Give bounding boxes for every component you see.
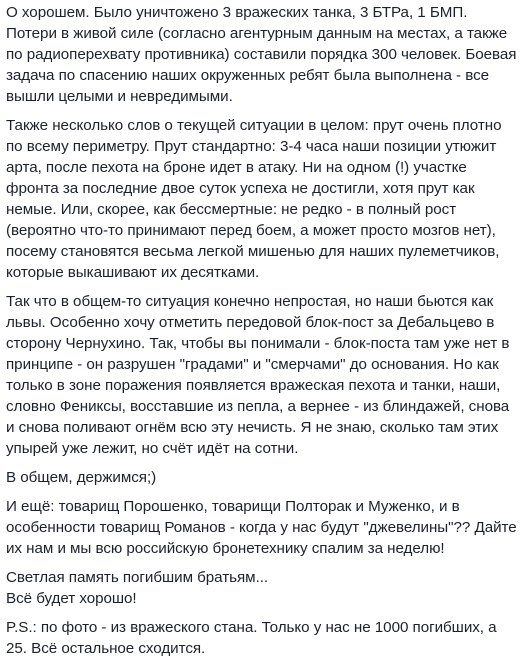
post-paragraph-checkpoint: Так что в общем-то ситуация конечно непростая, но наши бьются как львы. Особенно хочу отметить передовой блок-пост за Дебальцево в сторону Чернухино. Так, чтобы вы понимали - блок-поста там уже нет в принципе - он разрушен "градами" и "смерчами" до основания. Но как только в зоне поражения появляется вражеская пехота и танки, наши, словно Фениксы, восставшие из пепла, а вернее - из блиндажей, снова и снова поливают огнём всю эту нечисть. Я не знаю, сколько там этих упырей уже лежит, но счёт идёт на сотни. — [6, 293, 510, 457]
post-paragraph-ps: P.S.: по фото - из вражеского стана. Только у нас не 1000 погибших, а 25. Всё остальное сходится. — [6, 619, 497, 657]
post-paragraph-javelins: И ещё: товарищ Порошенко, товарищи Полторак и Муженко, и в особенности товарищ Романов - когда у нас будут "джевелины"?? Дайте их нам и мы всю российскую бронетехнику спалим за неделю! — [6, 498, 517, 557]
post-paragraph-situation: Также несколько слов о текущей ситуации в целом: прут очень плотно по всему периметру. Прут стандартно: 3-4 часа наши позиции утюжит арта, после пехота на броне идет в атаку. Ни на одном (!) участке фронта за последние двое суток успеха не достигли, хотя прут как немые. Или, скорее, как бессмертные: не редко - в полный рост (вероятно что-то принимают перед боем, а может просто мозгов нет), посему становятся весьма легкой мишенью для наших пулеметчиков, которые выкашивают их десятками. — [6, 117, 502, 281]
post-paragraph-good-news: О хорошем. Было уничтожено 3 вражеских танка, 3 БТРа, 1 БМП. Потери в живой силе (согласно агентурным данным на местах, а также по радиоперехвату противника) составили порядка 300 человек. Боевая задача по спасению наших окруженных ребят была выполнена - все вышли целыми и невредимыми. — [6, 4, 517, 105]
post-paragraph-memory: Светлая память погибшим братьям... Всё будет хорошо! — [6, 569, 269, 607]
post-paragraph-holding: В общем, держимся;) — [6, 469, 157, 486]
